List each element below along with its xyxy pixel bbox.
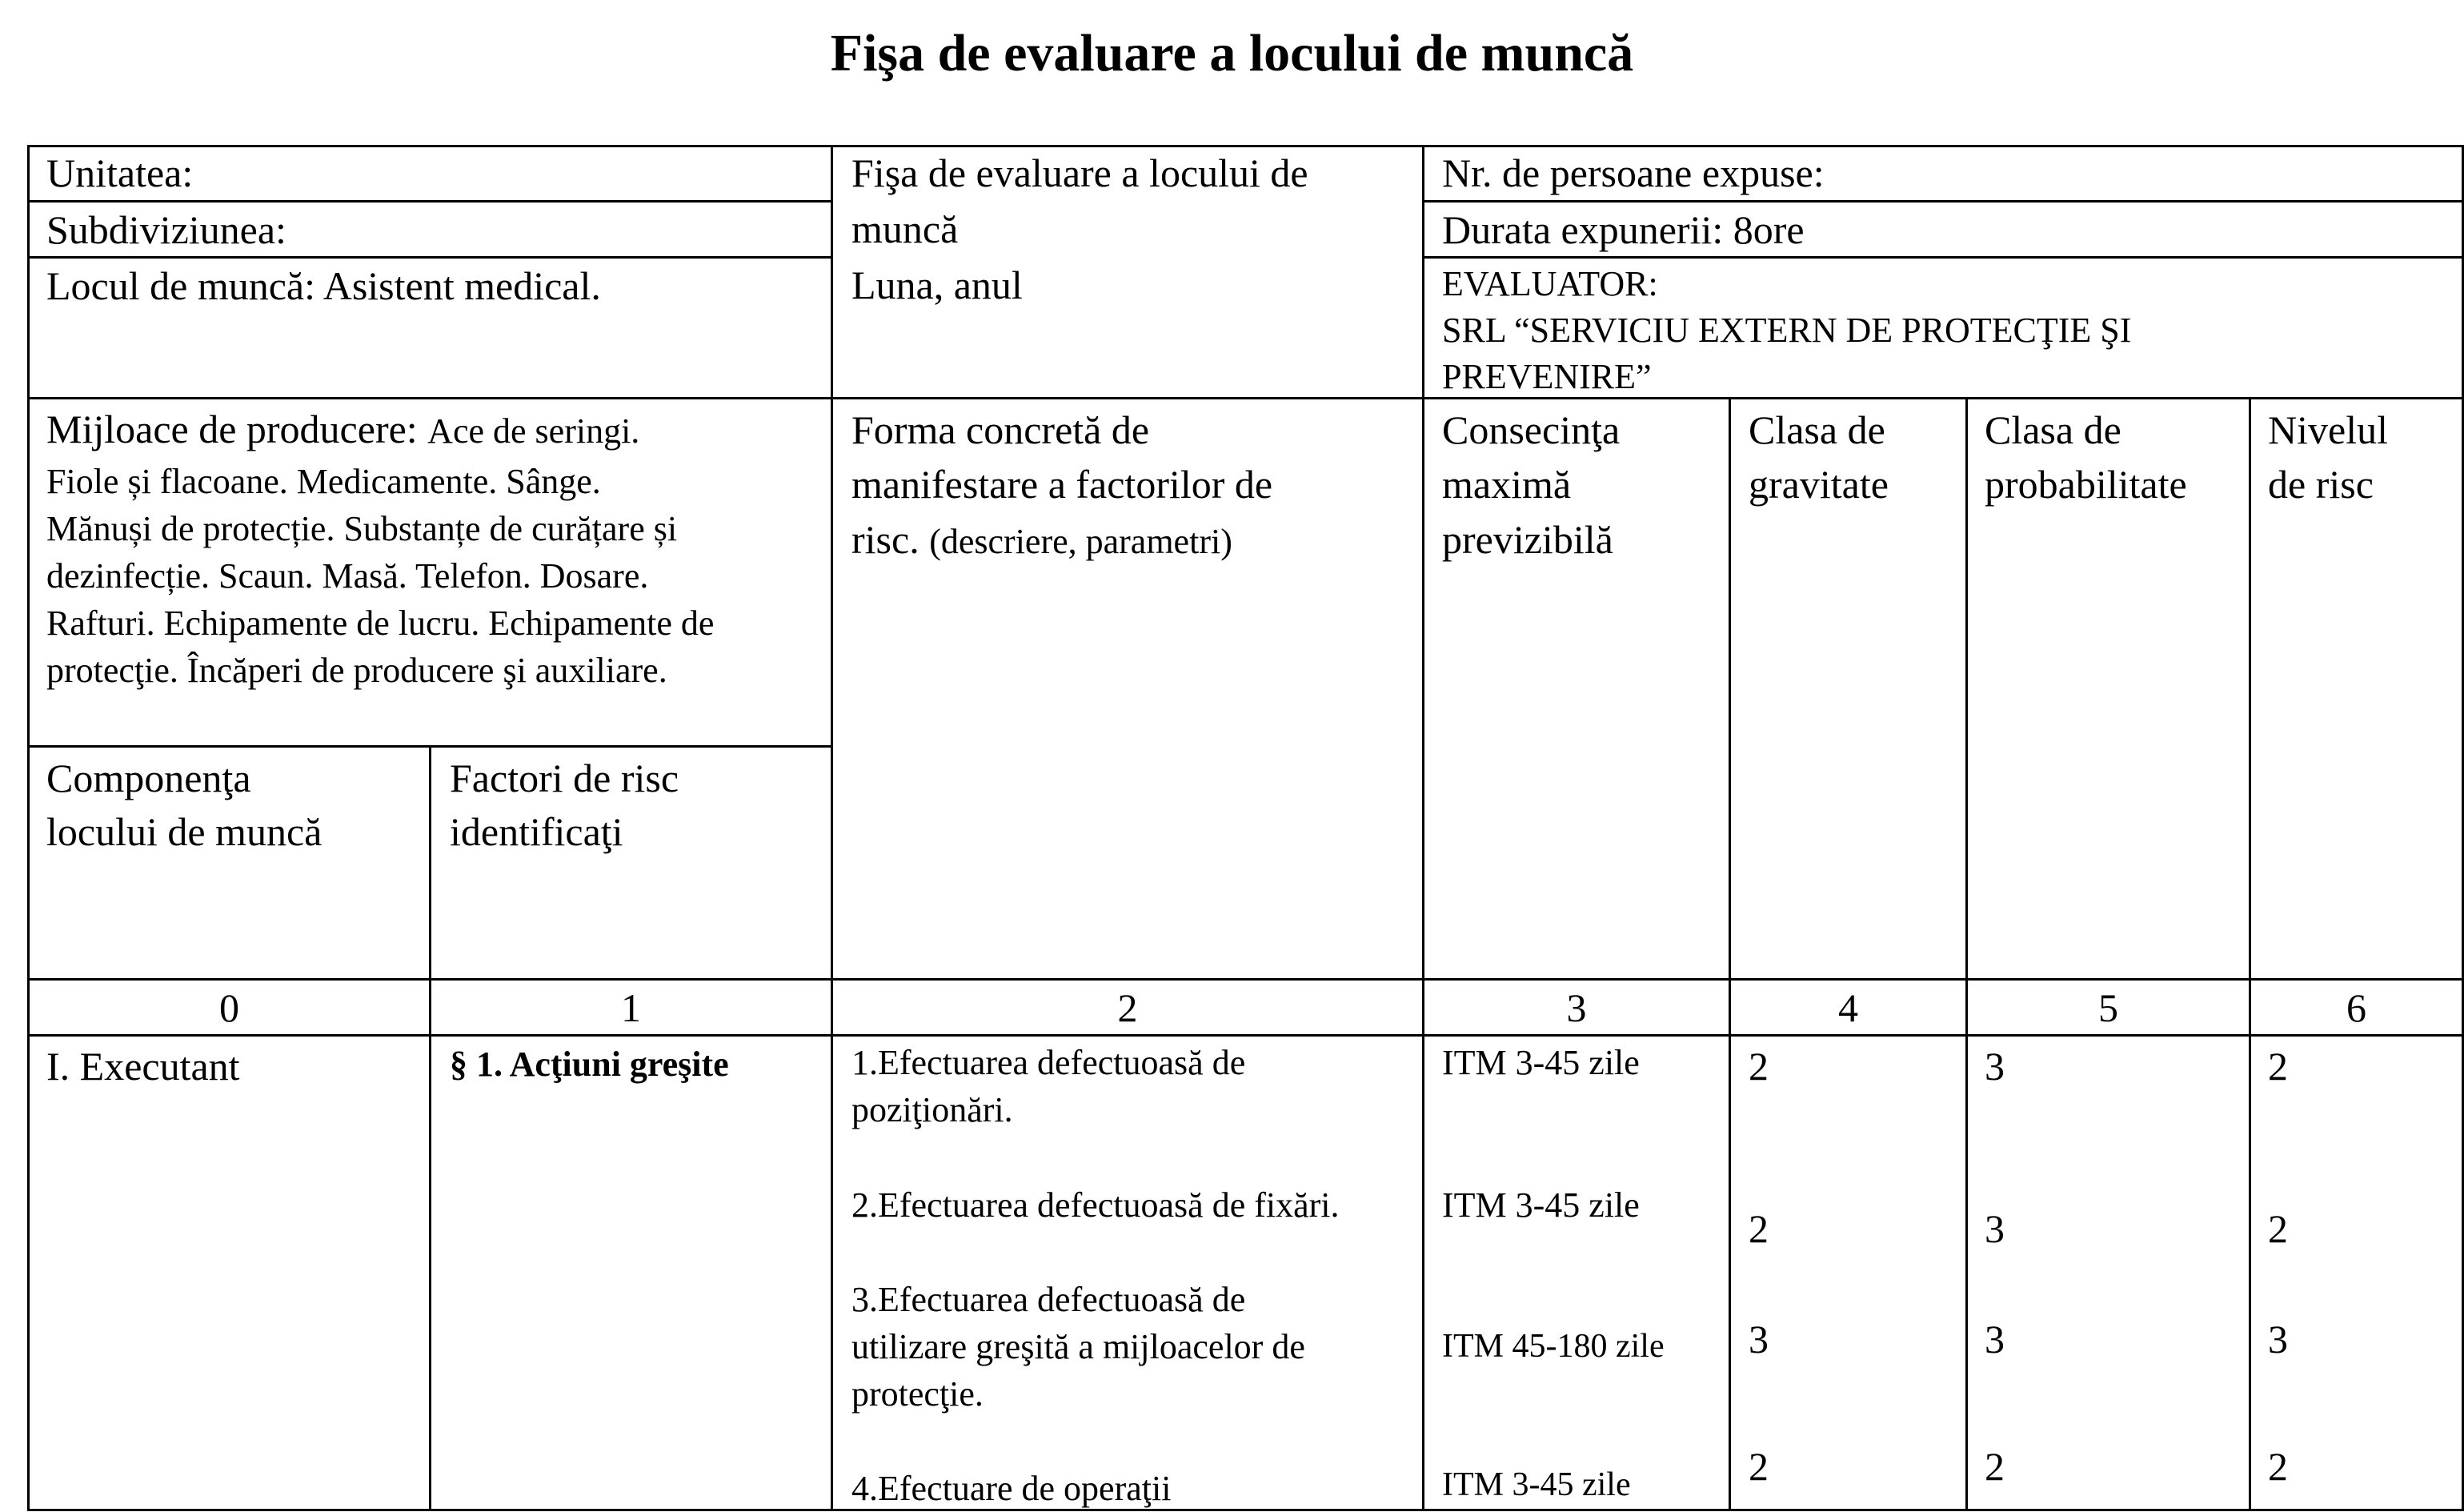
- luna-anul-label: Luna, anul: [851, 263, 1023, 307]
- divider-header-end: [27, 397, 2464, 399]
- header-componenta: locului de muncă: [46, 809, 323, 854]
- mijloace-line: Fiole și flacoane. Medicamente. Sânge.: [46, 462, 601, 501]
- factor-gravitate: 3: [1749, 1317, 1769, 1362]
- mijloace-line: dezinfecție. Scaun. Masă. Telefon. Dosare.: [46, 556, 649, 596]
- header-forma: [851, 511, 1232, 568]
- col-divider-3-4: [1729, 397, 1731, 1511]
- header-probabilitate: probabilitate: [1985, 462, 2187, 507]
- col-divider-2: [1422, 145, 1424, 1511]
- column-number-1: 1: [621, 985, 641, 1030]
- mijloace-line: protecţie. Încăperi de producere şi auxiliare.: [46, 651, 667, 690]
- header-consecinta: previzibilă: [1442, 517, 1613, 562]
- factor-description: 2.Efectuarea defectuoasă de fixări.: [851, 1185, 1340, 1225]
- header-gravitate: gravitate: [1749, 462, 1889, 507]
- header-gravitate: Clasa de: [1749, 407, 1885, 452]
- header-forma-risc: risc.: [851, 517, 919, 562]
- col-divider-4-5: [1965, 397, 1968, 1511]
- evaluator-line1: SRL “SERVICIU EXTERN DE PROTECŢIE ŞI: [1442, 311, 2132, 350]
- page-title: Fişa de evaluare a locului de muncă: [830, 24, 1634, 82]
- factor-description: protecţie.: [851, 1374, 984, 1414]
- factor-description: 4.Efectuare de operaţii: [851, 1469, 1172, 1508]
- header-nivel: de risc: [2268, 462, 2374, 507]
- factor-nivel: 2: [2268, 1044, 2288, 1089]
- subdiviziunea-label: Subdiviziunea:: [46, 207, 286, 252]
- mijloace-line: Rafturi. Echipamente de lucru. Echipamente de: [46, 604, 715, 643]
- factor-nivel: 3: [2268, 1317, 2288, 1362]
- header-probabilitate: Clasa de: [1985, 407, 2121, 452]
- factor-consecinta: ITM 3-45 zile: [1442, 1043, 1640, 1082]
- factor-description: 1.Efectuarea defectuoasă de: [851, 1043, 1246, 1082]
- factor-consecinta: ITM 45-180 zile: [1442, 1328, 1665, 1365]
- header-factori: identificaţi: [450, 809, 623, 854]
- factor-probabilitate: 3: [1985, 1044, 2005, 1089]
- header-forma-note: (descriere, parametri): [929, 522, 1232, 561]
- factor-nivel: 2: [2268, 1444, 2288, 1489]
- mijloace-label: Mijloace de producere:: [46, 407, 418, 451]
- table-border-left: [27, 145, 30, 1511]
- unitatea-label: Unitatea:: [46, 150, 194, 195]
- mijloace-block: [46, 401, 639, 457]
- header-nivel: Nivelul: [2268, 407, 2388, 452]
- factor-probabilitate: 2: [1985, 1444, 2005, 1489]
- factor-probabilitate: 3: [1985, 1317, 2005, 1362]
- factor-consecinta: ITM 3-45 zile: [1442, 1466, 1631, 1503]
- evaluator-line2: PREVENIRE”: [1442, 357, 1652, 396]
- col-divider-0-1: [429, 745, 431, 1511]
- column-number-4: 4: [1838, 985, 1858, 1030]
- col-divider-5-6: [2249, 397, 2251, 1511]
- column-number-2: 2: [1117, 985, 1138, 1030]
- factor-gravitate: 2: [1749, 1044, 1769, 1089]
- header-componenta: Componenţa: [46, 756, 251, 800]
- fisa-label-line2: muncă: [851, 207, 959, 251]
- column-number-5: 5: [2098, 985, 2118, 1030]
- factor-description: 3.Efectuarea defectuoasă de: [851, 1280, 1246, 1319]
- header-consecinta: maximă: [1442, 462, 1572, 507]
- header-forma: Forma concretă de: [851, 407, 1150, 452]
- column-number-6: 6: [2346, 985, 2366, 1030]
- evaluator-label: EVALUATOR:: [1442, 264, 1658, 303]
- col-divider-1: [831, 145, 833, 1511]
- column-number-0: 0: [219, 985, 239, 1030]
- factor-consecinta: ITM 3-45 zile: [1442, 1185, 1640, 1225]
- row-section-actiuni-gresite: § 1. Acţiuni greşite: [450, 1045, 729, 1084]
- mijloace-line: Mănuși de protecție. Substanțe de curățare și: [46, 509, 678, 548]
- row-executant: I. Executant: [46, 1044, 240, 1089]
- fisa-label-line1: Fişa de evaluare a locului de: [851, 150, 1308, 195]
- factor-nivel: 2: [2268, 1206, 2288, 1251]
- factor-description: poziţionări.: [851, 1090, 1013, 1129]
- factor-gravitate: 2: [1749, 1206, 1769, 1251]
- column-number-3: 3: [1566, 985, 1587, 1030]
- mijloace-first-items: Ace de seringi.: [427, 411, 640, 451]
- nr-persoane-label: Nr. de persoane expuse:: [1442, 150, 1825, 195]
- factor-description: utilizare greşită a mijloacelor de: [851, 1327, 1305, 1366]
- factor-probabilitate: 3: [1985, 1206, 2005, 1251]
- factor-gravitate: 2: [1749, 1444, 1769, 1489]
- header-consecinta: Consecinţa: [1442, 407, 1621, 452]
- durata-expunerii-label: Durata expunerii: 8ore: [1442, 207, 1805, 252]
- header-forma: manifestare a factorilor de: [851, 462, 1273, 507]
- locul-de-munca-label: Locul de muncă: Asistent medical.: [46, 263, 601, 308]
- header-factori: Factori de risc: [450, 756, 679, 800]
